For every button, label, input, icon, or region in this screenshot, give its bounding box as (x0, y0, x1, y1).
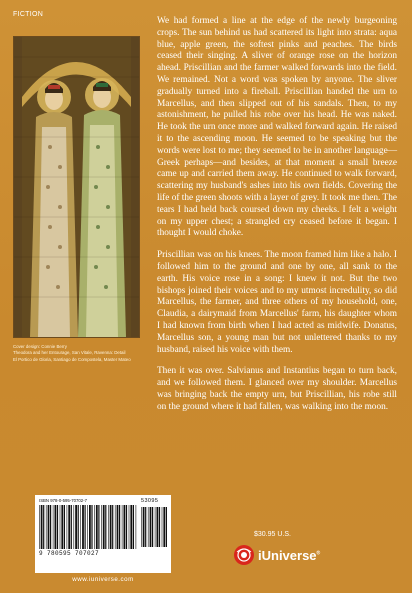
barcode-bar (60, 505, 61, 549)
publisher-website: www.iuniverse.com (72, 576, 134, 583)
barcode-bar (130, 505, 132, 549)
barcode-bar (115, 505, 116, 549)
barcode-bar (166, 507, 167, 547)
barcode-bar (112, 505, 113, 549)
price-label: $30.95 U.S. (254, 531, 291, 538)
barcode-bar (57, 505, 58, 549)
barcode-bar (148, 507, 149, 547)
genre-label: FICTION (13, 11, 44, 18)
barcode-bar (64, 505, 65, 549)
barcode-bar (103, 505, 105, 549)
iuniverse-logo-icon (233, 544, 255, 566)
barcode-bar (136, 505, 137, 549)
barcode-bar (46, 505, 47, 549)
barcode-bar (48, 505, 50, 549)
barcode-bars (39, 505, 137, 549)
barcode-bar (150, 507, 152, 547)
mosaic-illustration (14, 37, 139, 337)
barcode-bar (41, 505, 43, 549)
publisher-name: iUniverse® (258, 547, 321, 563)
barcode-bar (101, 505, 102, 549)
barcode-bar (129, 505, 130, 549)
barcode-bar (126, 505, 127, 549)
barcode-bar (82, 505, 84, 549)
barcode-bar (67, 505, 68, 549)
barcode-bar (155, 507, 156, 547)
barcode-bar (71, 505, 72, 549)
excerpt-paragraph: We had formed a line at the edge of the newly burgeoning crops. The sun behind us had scattered its light into strata: aqua blue, apple green, the softest pinks and peaches. The birds ceased their singing. A sliver of orange rose on the horizon ahead. Priscillian and the farmer walked forwards into the field. We remained. Not a word was spoken by anyone. The sliver gradually turned into a fireball. Priscillian handed the urn to Marcellus, and then slipped out of his sandals. Then, to my astonishment, he pulled his robe over his head. He was naked. He took the urn once more and walked forward again. He raised it to the ascending moon. He seemed to be speaking but the words were lost to me; they seemed to be in another language—Greek perhaps—and besides, at that moment a small breeze came up and carried them away. He continued to walk forward, scattering my husband's ashes into his own fields. Covering the life of the green shoots with a layer of grey. It took me then. The tears I had held back coursed down my cheeks. I felt a weight on my upper chest; a strangled cry ceased before it began. I thought I would choke. (157, 16, 397, 239)
excerpt-text (157, 16, 397, 424)
barcode-bar (119, 505, 120, 549)
barcode-bar (163, 507, 165, 547)
price-code: 53095 (141, 498, 159, 504)
barcode-bar (117, 505, 119, 549)
isbn-text: ISBN 978-0-595-70702-7 (39, 498, 88, 503)
barcode-bar (143, 507, 145, 547)
barcode-bar (39, 505, 40, 549)
barcode-bar (91, 505, 92, 549)
credit-line: El Portico de Gloria, Santiago de Compostela, Master Mateo (13, 356, 131, 362)
barcode-bar (74, 505, 75, 549)
ean-number: 9 780595 707027 (39, 550, 100, 557)
barcode-bar (78, 505, 79, 549)
barcode-bar (122, 505, 123, 549)
supplement-bars (141, 507, 167, 547)
cover-credits (13, 344, 141, 363)
barcode-bar (157, 507, 159, 547)
barcode-bar (159, 507, 160, 547)
barcode-bar (68, 505, 70, 549)
barcode-bar (141, 507, 142, 547)
credit-line: Theodora and her Entourage, San Vitale, Ravenna: Detail (13, 350, 126, 356)
barcode-bar (43, 505, 44, 549)
isbn-barcode (35, 495, 171, 573)
barcode-bar (50, 505, 51, 549)
barcode-bar (98, 505, 99, 549)
barcode-bar (53, 505, 54, 549)
barcode-bar (75, 505, 77, 549)
barcode-bar (108, 505, 109, 549)
barcode-bar (96, 505, 98, 549)
barcode-bar (94, 505, 95, 549)
publisher-logo (233, 543, 320, 567)
barcode-bar (55, 505, 57, 549)
barcode-bar (152, 507, 153, 547)
barcode-bar (105, 505, 106, 549)
barcode-bar (85, 505, 86, 549)
barcode-bar (87, 505, 88, 549)
credit-line: Cover design: Connie Berry (13, 344, 67, 349)
barcode-bar (133, 505, 134, 549)
barcode-bar (61, 505, 63, 549)
barcode-bar (124, 505, 126, 549)
barcode-bar (89, 505, 91, 549)
mosaic-artwork (13, 36, 140, 338)
barcode-bar (80, 505, 81, 549)
barcode-bar (162, 507, 163, 547)
excerpt-paragraph: Priscillian was on his knees. The moon framed him like a halo. I followed him to the ground and one by one, all sank to the earth. His voice rose in a song: I knew it not. But the two bishops joined their voices and to my utmost incredulity, so did Marcellus, the farmer, and three others of my household, one, Claudia, a dairymaid from Marcellus' farm, his daughter whom I had known from birth when I had acted as midwife. Donatus, Marcellus son, a young man but not unlettered thanks to my husband, raised his voice with them. (157, 250, 397, 355)
barcode-bar (110, 505, 112, 549)
excerpt-paragraph: Then it was over. Salvianus and Instantius began to turn back, and we followed them. I glanced over my shoulder. Marcellus was bringing back the empty urn, but Priscillian, his robe still on the ground where it had fallen, was walking into the moon. (157, 366, 397, 412)
barcode-bar (145, 507, 146, 547)
